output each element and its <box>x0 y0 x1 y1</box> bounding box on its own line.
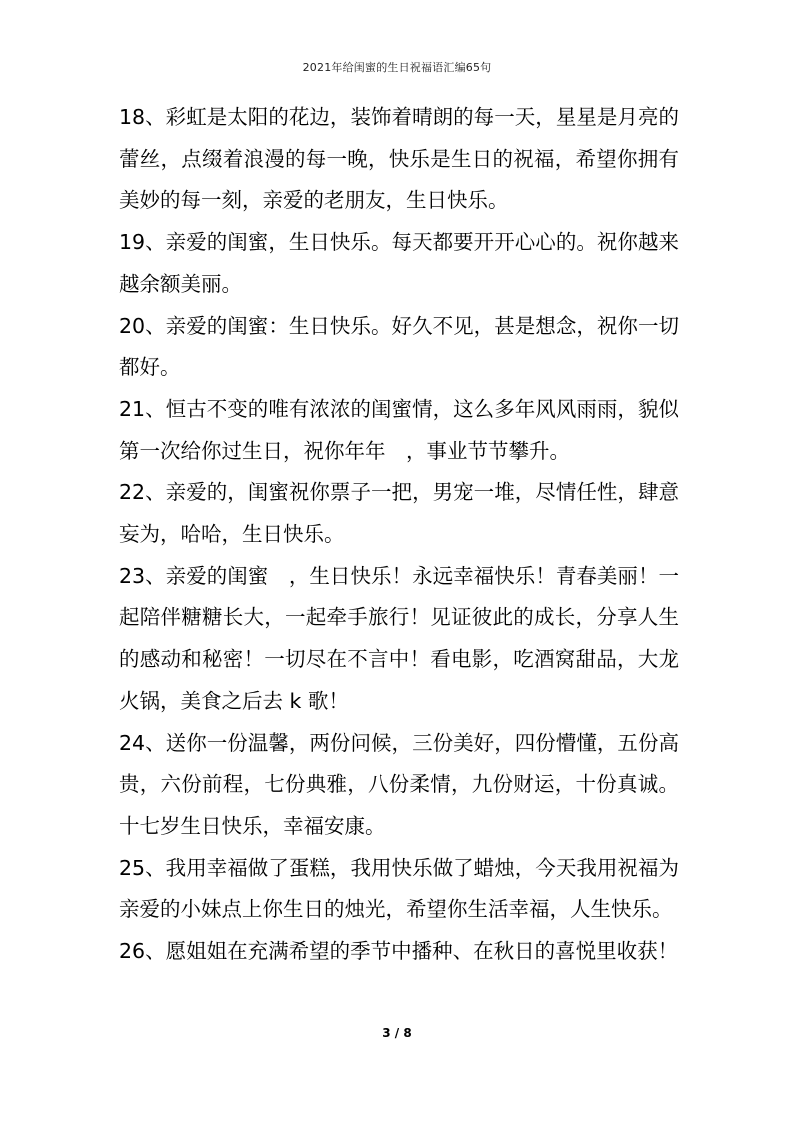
document-body <box>119 97 679 973</box>
wish-item-26: 26、愿姐姐在充满希望的季节中播种、在秋日的喜悦里收获！ <box>119 939 679 964</box>
page-footer <box>0 1025 794 1041</box>
wish-item-19: 19、亲爱的闺蜜，生日快乐。每天都要开开心心的。祝你越来越余额美丽。 <box>119 230 679 296</box>
wish-item-22: 22、亲爱的，闺蜜祝你票子一把，男宠一堆，尽情任性，肆意妄为，哈哈，生日快乐。 <box>119 480 679 547</box>
page-number: 3 / 8 <box>382 1026 412 1040</box>
wish-item-20: 20、亲爱的闺蜜：生日快乐。好久不见，甚是想念，祝你一切都好。 <box>119 313 679 380</box>
wish-item-18: 18、彩虹是太阳的花边，装饰着晴朗的每一天，星星是月亮的蕾丝，点缀着浪漫的每一晚，快乐是生日的祝福，希望你拥有美妙的每一刻，亲爱的老朋友，生日快乐。 <box>119 105 679 213</box>
wish-item-23: 23、亲爱的闺蜜 ，生日快乐！永远幸福快乐！青春美丽！一起陪伴糖糖长大，一起牵手旅行！见证彼此的成长，分享人生的感动和秘密！一切尽在不言中！看电影，吃酒窝甜品，大龙火锅，美食之后去 k 歌！ <box>119 563 679 713</box>
wish-item-24: 24、送你一份温馨，两份问候，三份美好，四份懵懂，五份高贵，六份前程，七份典雅，八份柔情，九份财运，十份真诚。十七岁生日快乐，幸福安康。 <box>119 730 679 838</box>
wish-item-21: 21、恒古不变的唯有浓浓的闺蜜情，这么多年风风雨雨，貌似第一次给你过生日，祝你年年 ，事业节节攀升。 <box>119 396 679 463</box>
page-header <box>0 60 794 76</box>
document-title: 2021年给闺蜜的生日祝福语汇编65句 <box>302 61 492 74</box>
wish-item-25: 25、我用幸福做了蛋糕，我用快乐做了蜡烛，今天我用祝福为亲爱的小妹点上你生日的烛光，希望你生活幸福，人生快乐。 <box>119 855 679 922</box>
